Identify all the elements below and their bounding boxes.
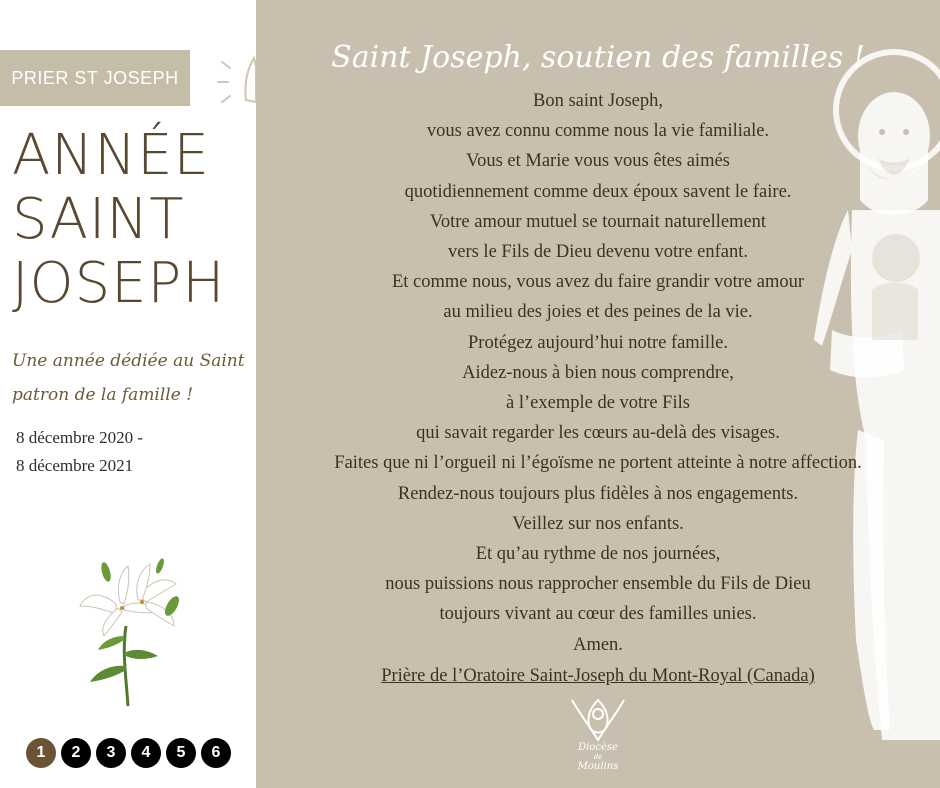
prayer-line: Votre amour mutuel se tournait naturellement [429,211,767,232]
prayer-line: Faites que ni l’orgueil ni l’égoïsme ne portent atteinte à notre affection. [334,453,862,474]
subtitle-line: patron de la famille ! [12,385,194,405]
category-tag: PRIER ST JOSEPH [0,50,190,106]
left-panel [0,0,256,788]
page-dot-4[interactable]: 4 [131,738,161,768]
prayer-line: vers le Fils de Dieu devenu votre enfant. [447,242,749,263]
prayer-line: Et comme nous, vous avez du faire grandir votre amour [391,272,804,293]
prayer-line: Et qu’au rythme de nos journées, [475,544,721,565]
prayer-title: Saint Joseph, soutien des familles ! [331,40,865,75]
prayer-line: quotidiennement comme deux époux savent le faire. [404,181,792,202]
prayer-line: à l’exemple de votre Fils [506,393,690,414]
lily-flower-icon [76,556,192,712]
diocese-logo-text [570,742,626,773]
subtitle-line: Une année dédiée au Saint [12,351,245,371]
prayer-line: Veillez sur nos enfants. [512,513,684,534]
prayer-line: Vous et Marie vous vous êtes aimés [466,151,730,172]
prayer-line: nous puissions nous rapprocher ensemble du Fils de Dieu [385,574,811,595]
prayer-line: Protégez aujourd’hui notre famille. [468,332,728,353]
prayer-text [256,86,940,660]
main-title-line: ANNÉE [12,123,210,188]
page-dot-1[interactable]: 1 [26,738,56,768]
page-dot-5[interactable]: 5 [166,738,196,768]
prayer-line: vous avez connu comme nous la vie familiale. [426,121,770,142]
prayer-line: Aidez-nous à bien nous comprendre, [462,362,734,383]
prayer-line: Bon saint Joseph, [532,91,663,111]
main-title-line: JOSEPH [12,251,226,316]
main-title [12,124,256,316]
prayer-line: Amen. [573,634,623,655]
logo-line: Diocèse [578,742,618,753]
date-line: 8 décembre 2020 - [16,428,143,447]
prayer-line: qui savait regarder les cœurs au-delà des visages. [416,423,780,444]
subtitle [12,344,258,412]
date-range [16,424,143,480]
prayer-line: Rendez-nous toujours plus fidèles à nos engagements. [397,483,799,504]
page-dot-2[interactable]: 2 [61,738,91,768]
main-title-line: SAINT [12,187,185,252]
page-dot-3[interactable]: 3 [96,738,126,768]
prayer-source-link[interactable]: Prière de l’Oratoire Saint-Joseph du Mont-Royal (Canada) [381,666,815,686]
page-indicator [26,738,231,768]
date-line: 8 décembre 2021 [16,456,134,475]
logo-line: de [593,753,603,761]
prayer-line: au milieu des joies et des peines de la vie. [443,302,753,323]
diocese-logo-icon [566,694,630,744]
page-dot-6[interactable]: 6 [201,738,231,768]
logo-line: Moulins [577,761,619,772]
prayer-line: toujours vivant au cœur des familles unies. [439,604,757,625]
